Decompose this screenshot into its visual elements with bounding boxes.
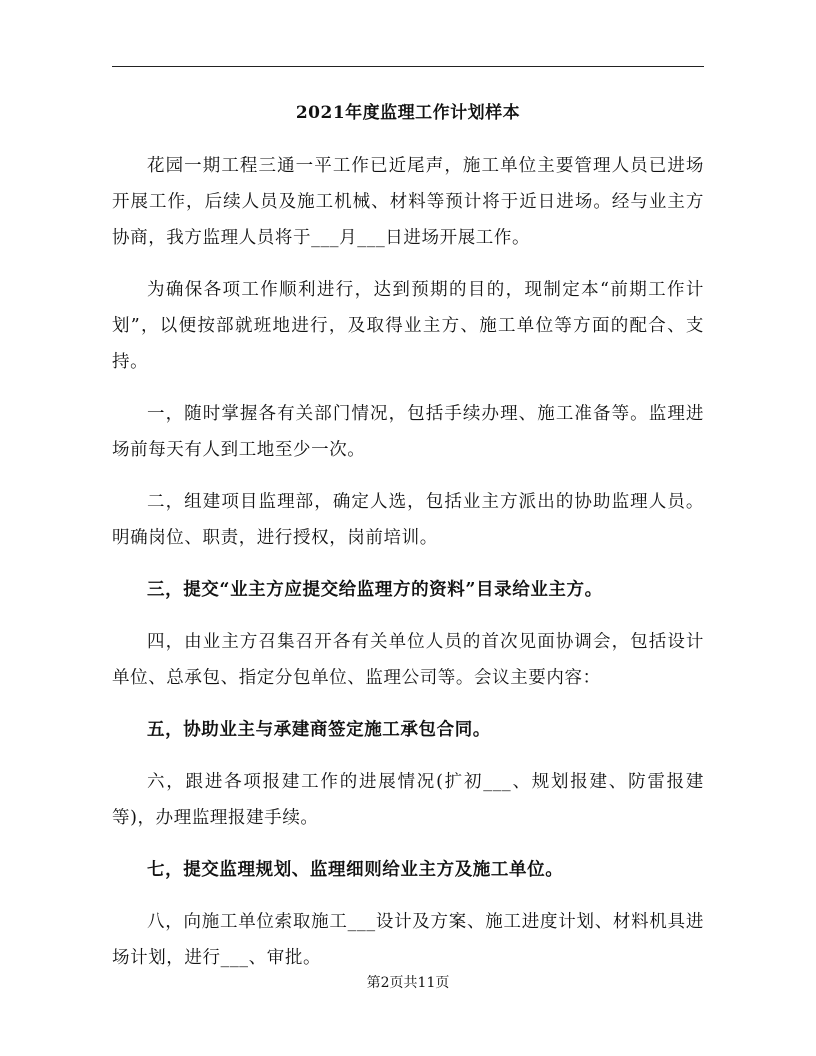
paragraph: 一，随时掌握各有关部门情况，包括手续办理、施工准备等。监理进场前每天有人到工地至少一次。 xyxy=(112,404,704,460)
document-body xyxy=(112,148,704,992)
page-footer: 第2页共11页 xyxy=(366,975,450,991)
paragraph: 五，协助业主与承建商签定施工承包合同。 xyxy=(147,720,491,740)
paragraph: 六，跟进各项报建工作的进展情况(扩初___、规划报建、防雷报建等)，办理监理报建手续。 xyxy=(112,772,704,828)
document-title: 2021年度监理工作计划样本 xyxy=(295,103,521,123)
paragraph: 二，组建项目监理部，确定人选，包括业主方派出的协助监理人员。明确岗位、职责，进行授权，岗前培训。 xyxy=(112,492,704,548)
header-rule xyxy=(112,66,704,67)
paragraph: 八，向施工单位索取施工___设计及方案、施工进度计划、材料机具进场计划，进行___、审批。 xyxy=(112,912,704,968)
paragraph: 七，提交监理规划、监理细则给业主方及施工单位。 xyxy=(147,860,564,880)
paragraph: 四，由业主方召集召开各有关单位人员的首次见面协调会，包括设计单位、总承包、指定分包单位、监理公司等。会议主要内容： xyxy=(112,632,704,688)
paragraph: 为确保各项工作顺利进行，达到预期的目的，现制定本“前期工作计划”，以便按部就班地进行，及取得业主方、施工单位等方面的配合、支持。 xyxy=(112,280,704,372)
paragraph: 三，提交“业主方应提交给监理方的资料”目录给业主方。 xyxy=(147,580,603,600)
paragraph: 花园一期工程三通一平工作已近尾声，施工单位主要管理人员已进场开展工作，后续人员及施工机械、材料等预计将于近日进场。经与业主方协商，我方监理人员将于___月___日进场开展工作。 xyxy=(112,156,704,248)
